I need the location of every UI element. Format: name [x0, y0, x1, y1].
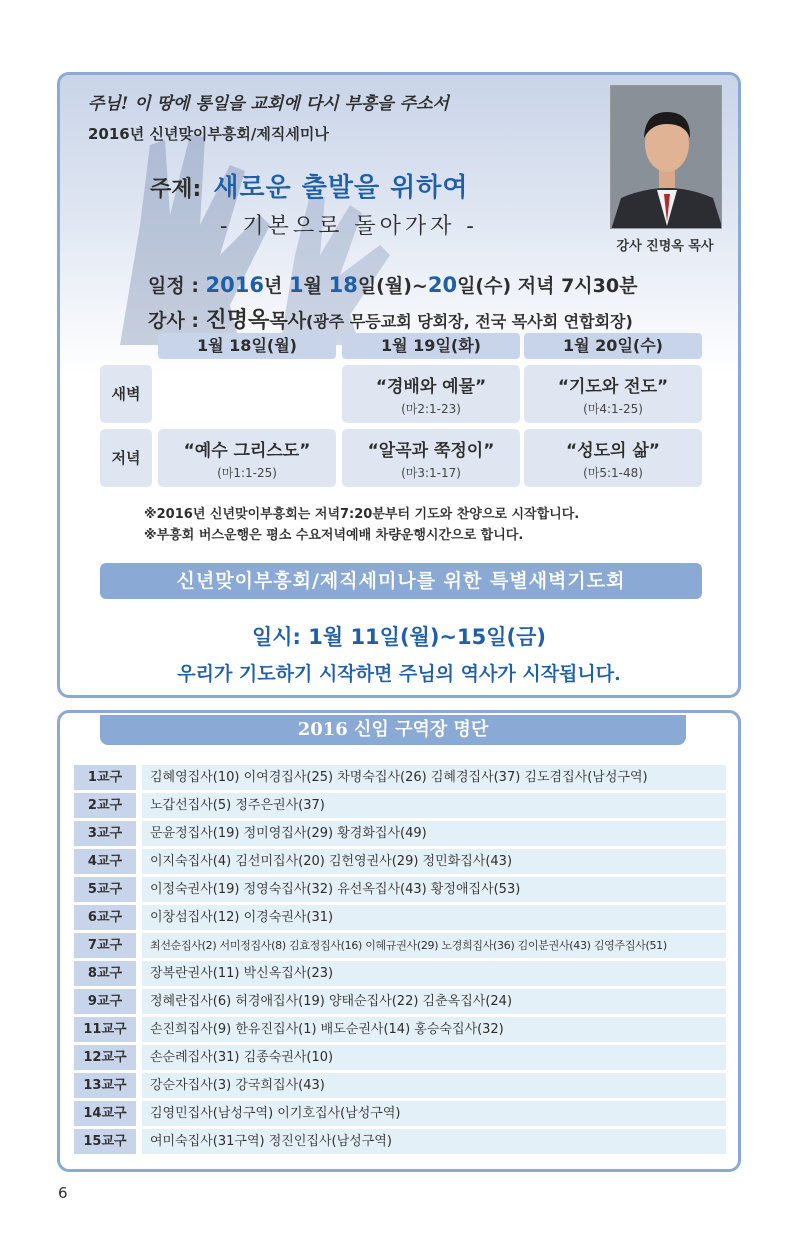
parish-label: 11교구 — [74, 1017, 136, 1042]
roster-row — [74, 933, 726, 958]
roster-panel — [57, 710, 741, 1172]
schedule-month-suffix: 월 — [303, 275, 329, 297]
roster-row — [74, 793, 726, 818]
session-dawn-tue — [342, 365, 520, 423]
lecturer-label: 강사 : — [148, 310, 206, 332]
session-scripture: (마2:1-23) — [401, 402, 461, 416]
schedule-start-suffix: 일(월)~ — [357, 275, 428, 297]
parish-label: 1교구 — [74, 765, 136, 790]
parish-label: 7교구 — [74, 933, 136, 958]
schedule-year: 2016 — [205, 273, 264, 297]
roster-row — [74, 1073, 726, 1098]
roster-row — [74, 1017, 726, 1042]
prayer-meeting-banner: 신년맞이부흥회/제직세미나를 위한 특별새벽기도회 — [100, 563, 702, 599]
roster-title: 2016 신임 구역장 명단 — [100, 715, 686, 745]
schedule-label: 일정 : — [148, 275, 206, 297]
parish-label: 15교구 — [74, 1129, 136, 1154]
parish-label: 9교구 — [74, 989, 136, 1014]
roster-row — [74, 905, 726, 930]
parish-members: 노갑선집사(5) 정주은권사(37) — [142, 793, 726, 818]
lecturer-title: 목사 — [269, 310, 307, 332]
parish-members: 이정숙권사(19) 정영숙집사(32) 유선옥집사(43) 황정애집사(53) — [142, 877, 726, 902]
parish-members: 이창섬집사(12) 이경숙권사(31) — [142, 905, 726, 930]
theme-row — [150, 167, 468, 204]
parish-label: 4교구 — [74, 849, 136, 874]
roster-row — [74, 989, 726, 1014]
parish-label: 5교구 — [74, 877, 136, 902]
parish-members: 손진희집사(9) 한유진집사(1) 배도순권사(14) 홍승숙집사(32) — [142, 1017, 726, 1042]
session-title: “예수 그리스도” — [183, 441, 311, 461]
speaker-caption: 강사 진명옥 목사 — [616, 239, 714, 254]
parish-members: 김영민집사(남성구역) 이기호집사(남성구역) — [142, 1101, 726, 1126]
event-subtitle: 2016년 신년맞이부흥회/제직세미나 — [88, 125, 329, 143]
parish-members: 정혜란집사(6) 허경애집사(19) 양태순집사(22) 김춘옥집사(24) — [142, 989, 726, 1014]
parish-members: 여미숙집사(31구역) 정진인집사(남성구역) — [142, 1129, 726, 1154]
speaker-photo — [610, 85, 722, 229]
lecturer-detail: (광주 무등교회 당회장, 전국 목사회 연합회장) — [306, 312, 633, 331]
schedule-line — [148, 271, 637, 298]
parish-members: 문윤정집사(19) 정미영집사(29) 황경화집사(49) — [142, 821, 726, 846]
session-title: “경배와 예물” — [375, 377, 487, 397]
roster-row — [74, 821, 726, 846]
closing-message: 우리가 기도하기 시작하면 주님의 역사가 시작됩니다. — [177, 663, 621, 685]
roster-row — [74, 1045, 726, 1070]
date-header-wed: 1월 20일(수) — [524, 333, 702, 359]
parish-label: 3교구 — [74, 821, 136, 846]
session-scripture: (마3:1-17) — [401, 466, 461, 480]
prayer-meeting-date: 일시: 1월 11일(월)~15일(금) — [251, 625, 547, 649]
date-header-tue: 1월 19일(화) — [342, 333, 520, 359]
schedule-year-suffix: 년 — [264, 275, 289, 297]
parish-members: 장복란권사(11) 박신옥집사(23) — [142, 961, 726, 986]
parish-label: 14교구 — [74, 1101, 136, 1126]
roster-row — [74, 765, 726, 790]
session-title: “성도의 삶” — [566, 441, 660, 461]
session-eve-wed — [524, 429, 702, 487]
parish-members: 손순례집사(31) 김종숙권사(10) — [142, 1045, 726, 1070]
roster-row — [74, 849, 726, 874]
parish-members: 강순자집사(3) 강국희집사(43) — [142, 1073, 726, 1098]
parish-label: 8교구 — [74, 961, 136, 986]
parish-members: 김혜영집사(10) 이여경집사(25) 차명숙집사(26) 김혜경집사(37) 김도겸집사(남성구역) — [142, 765, 726, 790]
revival-poster-panel — [57, 72, 741, 698]
roster-row — [74, 877, 726, 902]
speaker-portrait-icon — [611, 86, 722, 229]
session-eve-tue — [342, 429, 520, 487]
lecturer-name: 진명옥 — [205, 308, 270, 333]
session-scripture: (마1:1-25) — [217, 466, 277, 480]
schedule-end-day: 20 — [427, 273, 458, 297]
theme-subtitle: - 기본으로 돌아가자 - — [220, 214, 478, 239]
note-bus-service: ※부흥회 버스운행은 평소 수요저녁예배 차량운행시간으로 합니다. — [144, 528, 524, 543]
parish-members: 이지숙집사(4) 김선미집사(20) 김헌영권사(29) 정민화집사(43) — [142, 849, 726, 874]
session-dawn-wed — [524, 365, 702, 423]
roster-row — [74, 961, 726, 986]
session-title: “알곡과 쭉정이” — [367, 441, 495, 461]
session-title: “기도와 전도” — [557, 377, 669, 397]
session-eve-mon — [158, 429, 336, 487]
page-number: 6 — [58, 1184, 68, 1202]
note-start-time: ※2016년 신년맞이부흥회는 저녁7:20분부터 기도와 찬양으로 시작합니다. — [144, 507, 580, 522]
parish-label: 12교구 — [74, 1045, 136, 1070]
schedule-month: 1 — [288, 273, 304, 297]
session-scripture: (마5:1-48) — [583, 466, 643, 480]
date-header-mon: 1월 18일(월) — [158, 333, 336, 359]
tagline: 주님! 이 땅에 통일을 교회에 다시 부흥을 주소서 — [88, 94, 449, 114]
lecturer-line — [148, 303, 633, 334]
schedule-start-day: 18 — [328, 273, 358, 297]
row-label-evening: 저녁 — [100, 429, 152, 487]
session-scripture: (마4:1-25) — [583, 402, 643, 416]
theme-label: 주제: — [150, 177, 202, 202]
parish-members: 최선순집사(2) 서미정집사(8) 김효정집사(16) 이혜규권사(29) 노경희집사(36) 김이분권사(43) 김영주집사(51) — [142, 933, 726, 958]
row-label-dawn: 새벽 — [100, 365, 152, 423]
parish-label: 2교구 — [74, 793, 136, 818]
parish-label: 13교구 — [74, 1073, 136, 1098]
roster-table — [74, 765, 726, 1157]
roster-row — [74, 1101, 726, 1126]
schedule-end-suffix: 일(수) 저녁 7시30분 — [457, 275, 638, 297]
theme-title: 새로운 출발을 위하여 — [213, 173, 469, 203]
roster-row — [74, 1129, 726, 1154]
parish-label: 6교구 — [74, 905, 136, 930]
